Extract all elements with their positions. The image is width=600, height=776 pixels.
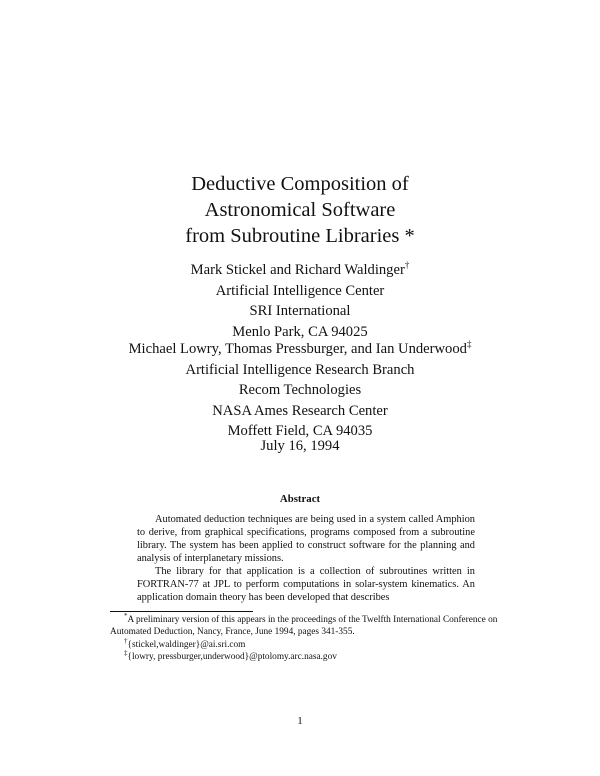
affiliation-line: Artificial Intelligence Center — [215, 282, 385, 299]
affiliation-line: Artificial Intelligence Research Branch — [185, 361, 415, 378]
affiliation-line: NASA Ames Research Center — [212, 402, 388, 419]
abstract-heading: Abstract — [279, 493, 321, 505]
affiliation-line: Recom Technologies — [238, 382, 362, 398]
footnote-2-text: {stickel,waldinger}@ai.sri.com — [127, 639, 246, 650]
author-footnote-mark-dagger: † — [404, 260, 410, 270]
footnotes — [110, 614, 505, 663]
footnote-1-text: A preliminary version of this appears in the proceedings of the Twelfth International Conference on Automated Deduction, Nancy, France, June 1994, pages 341-355. — [110, 615, 498, 638]
author-block-nasa — [0, 339, 600, 442]
abstract-body — [137, 513, 475, 604]
title-line-3 — [0, 223, 600, 249]
paper-title — [0, 171, 600, 249]
paper-date: July 16, 1994 — [260, 438, 340, 454]
footnote-rule — [110, 611, 253, 612]
title-line-1: Deductive Composition of — [191, 173, 409, 195]
footnote-3-text: {lowry, pressburger,underwood}@ptolomy.arc.nasa.gov — [127, 651, 337, 662]
author-block-sri — [0, 260, 600, 342]
footnote-1 — [110, 614, 505, 639]
footnote-1-mark: * — [124, 612, 128, 620]
author-names-sri-text: Mark Stickel and Richard Waldinger — [190, 262, 405, 278]
affiliation-line: Menlo Park, CA 94025 — [232, 323, 368, 340]
footnote-2 — [110, 636, 505, 651]
footnote-2-mark: † — [124, 636, 128, 645]
abstract-paragraph-1: Automated deduction techniques are being used in a system called Amphion to derive, from graphical specifications, programs composed from a subroutine library. The system has been applied to construct software for the planning and analysis of interplanetary missions. — [137, 514, 475, 564]
affiliation-line: Moffett Field, CA 94035 — [227, 423, 373, 439]
affiliation-line: SRI International — [249, 303, 351, 319]
abstract-paragraph-2: The library for that application is a collection of subroutines written in FORTRAN-77 at JPL to perform computations in solar-system kinematics. An application domain theory has been developed that describes — [137, 566, 475, 603]
footnote-3 — [110, 648, 505, 663]
page-number: 1 — [297, 715, 303, 727]
author-names-nasa — [0, 339, 600, 360]
author-names-sri — [0, 260, 600, 281]
footnote-3-mark: ‡ — [124, 648, 128, 657]
title-line-2: Astronomical Software — [204, 199, 396, 221]
title-line-3-text: from Subroutine Libraries — [185, 225, 400, 247]
title-footnote-mark: * — [404, 225, 415, 247]
author-names-nasa-text: Michael Lowry, Thomas Pressburger, and Ian Underwood — [128, 341, 467, 357]
author-footnote-mark-ddagger: ‡ — [466, 339, 472, 349]
